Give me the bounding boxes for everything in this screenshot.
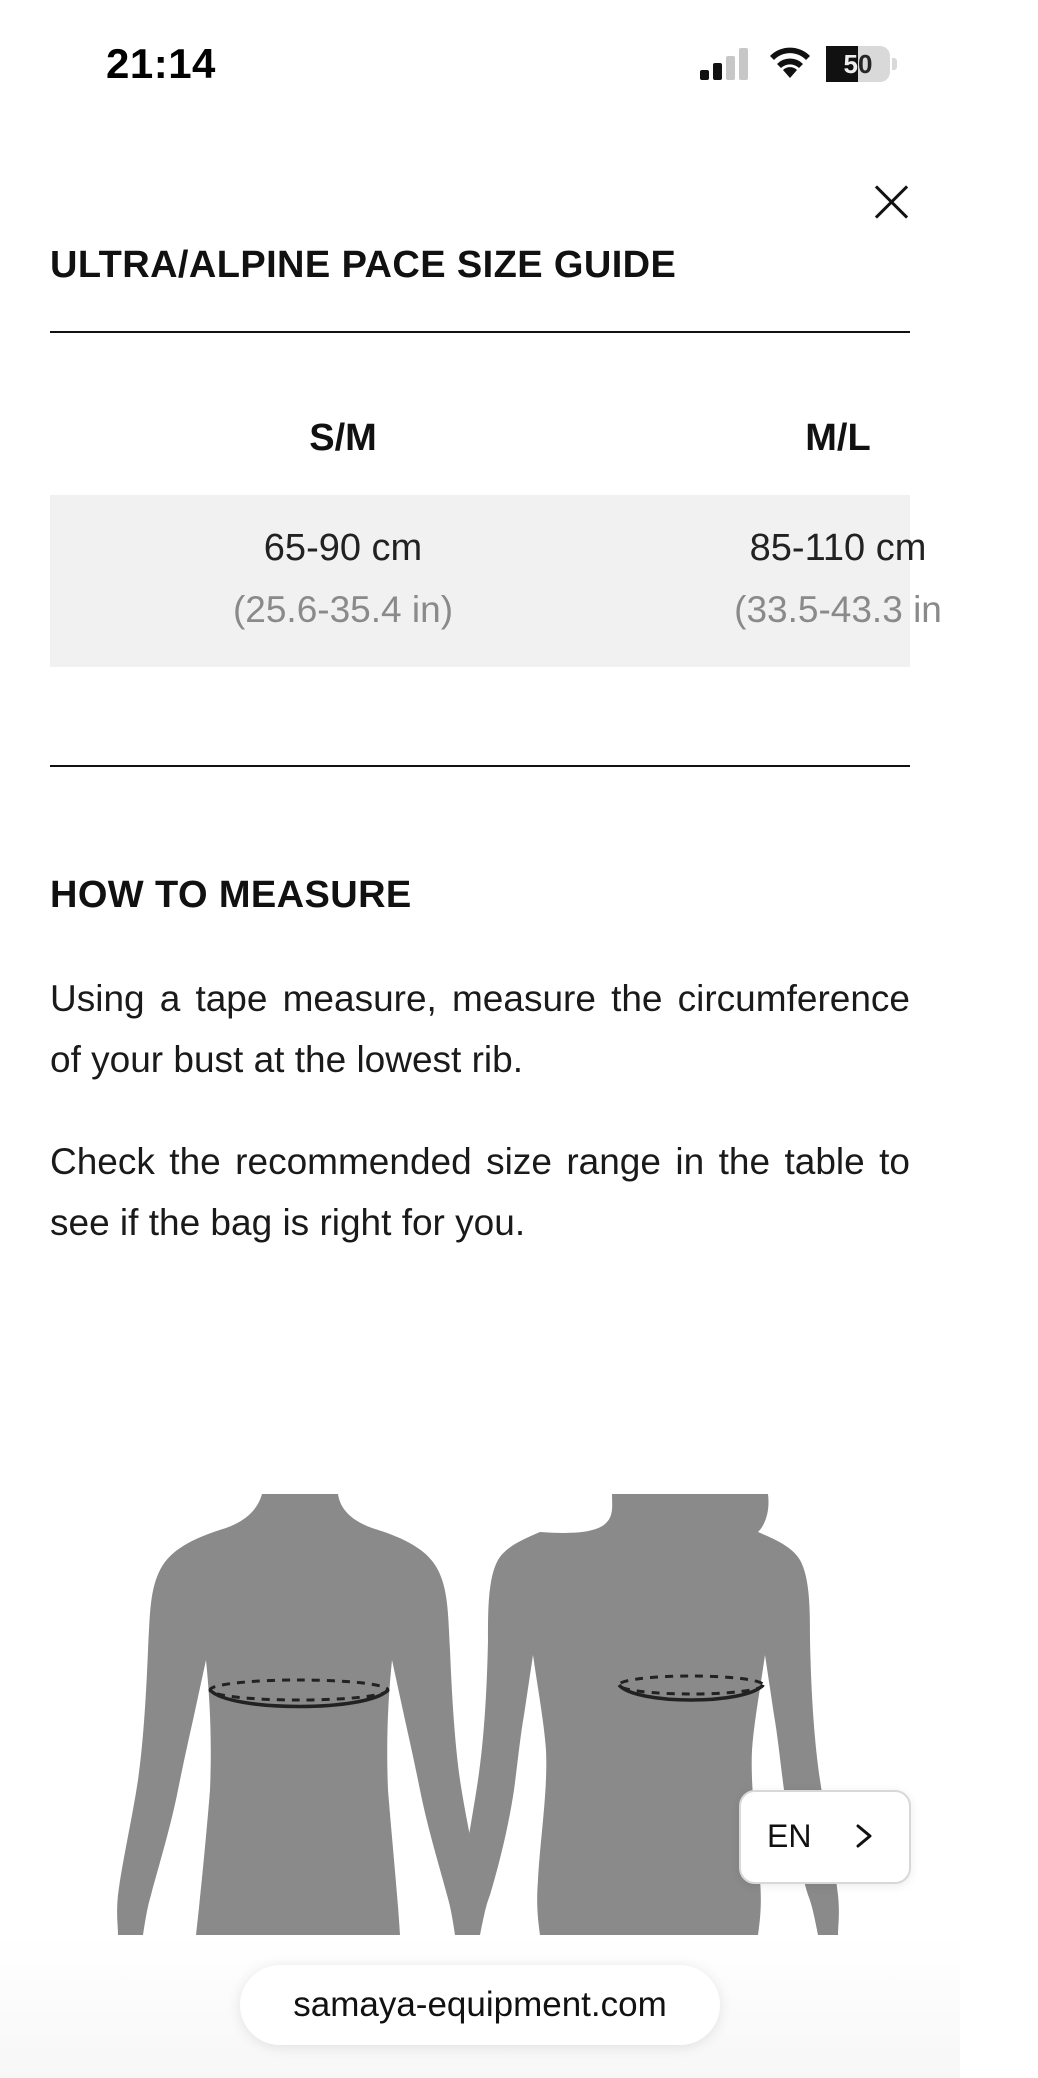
status-bar [0, 0, 960, 130]
chevron-right-icon [853, 1824, 875, 1848]
language-label: EN [767, 1818, 812, 1854]
size-sm-cm: 65-90 cm [263, 527, 423, 569]
male-torso-figure [117, 1494, 480, 1935]
size-ml-inches: (33.5-43.3 in [734, 589, 942, 630]
size-guide-title: ULTRA/ALPINE PACE SIZE GUIDE [50, 244, 677, 286]
size-header-ml: M/L [805, 417, 871, 459]
measure-instruction: Using a tape measure, measure the circumference of your bust at the lowest rib. [50, 978, 910, 1080]
measure-instruction: Check the recommended size range in the table to see if the bag is right for you. [50, 1141, 910, 1243]
battery-level: 50 [843, 49, 873, 79]
table-row [50, 495, 942, 667]
male-torso-silhouette [117, 1494, 480, 1935]
close-icon[interactable] [870, 180, 914, 224]
battery-icon [826, 46, 898, 82]
how-to-measure-title: HOW TO MEASURE [50, 874, 412, 916]
wifi-icon [768, 46, 812, 80]
cellular-signal-icon [700, 48, 750, 80]
battery-body [826, 46, 890, 82]
size-header-sm: S/M [309, 417, 377, 459]
battery-tip [892, 58, 897, 70]
divider [50, 331, 910, 333]
size-table[interactable] [50, 385, 942, 667]
url-bar[interactable]: samaya-equipment.com [240, 1965, 720, 2045]
status-time: 21:14 [106, 40, 216, 87]
size-sm-inches: (25.6-35.4 in) [232, 589, 454, 630]
size-ml-cm: 85-110 cm [749, 527, 927, 569]
divider [50, 765, 910, 767]
language-selector-button[interactable] [739, 1790, 911, 1884]
